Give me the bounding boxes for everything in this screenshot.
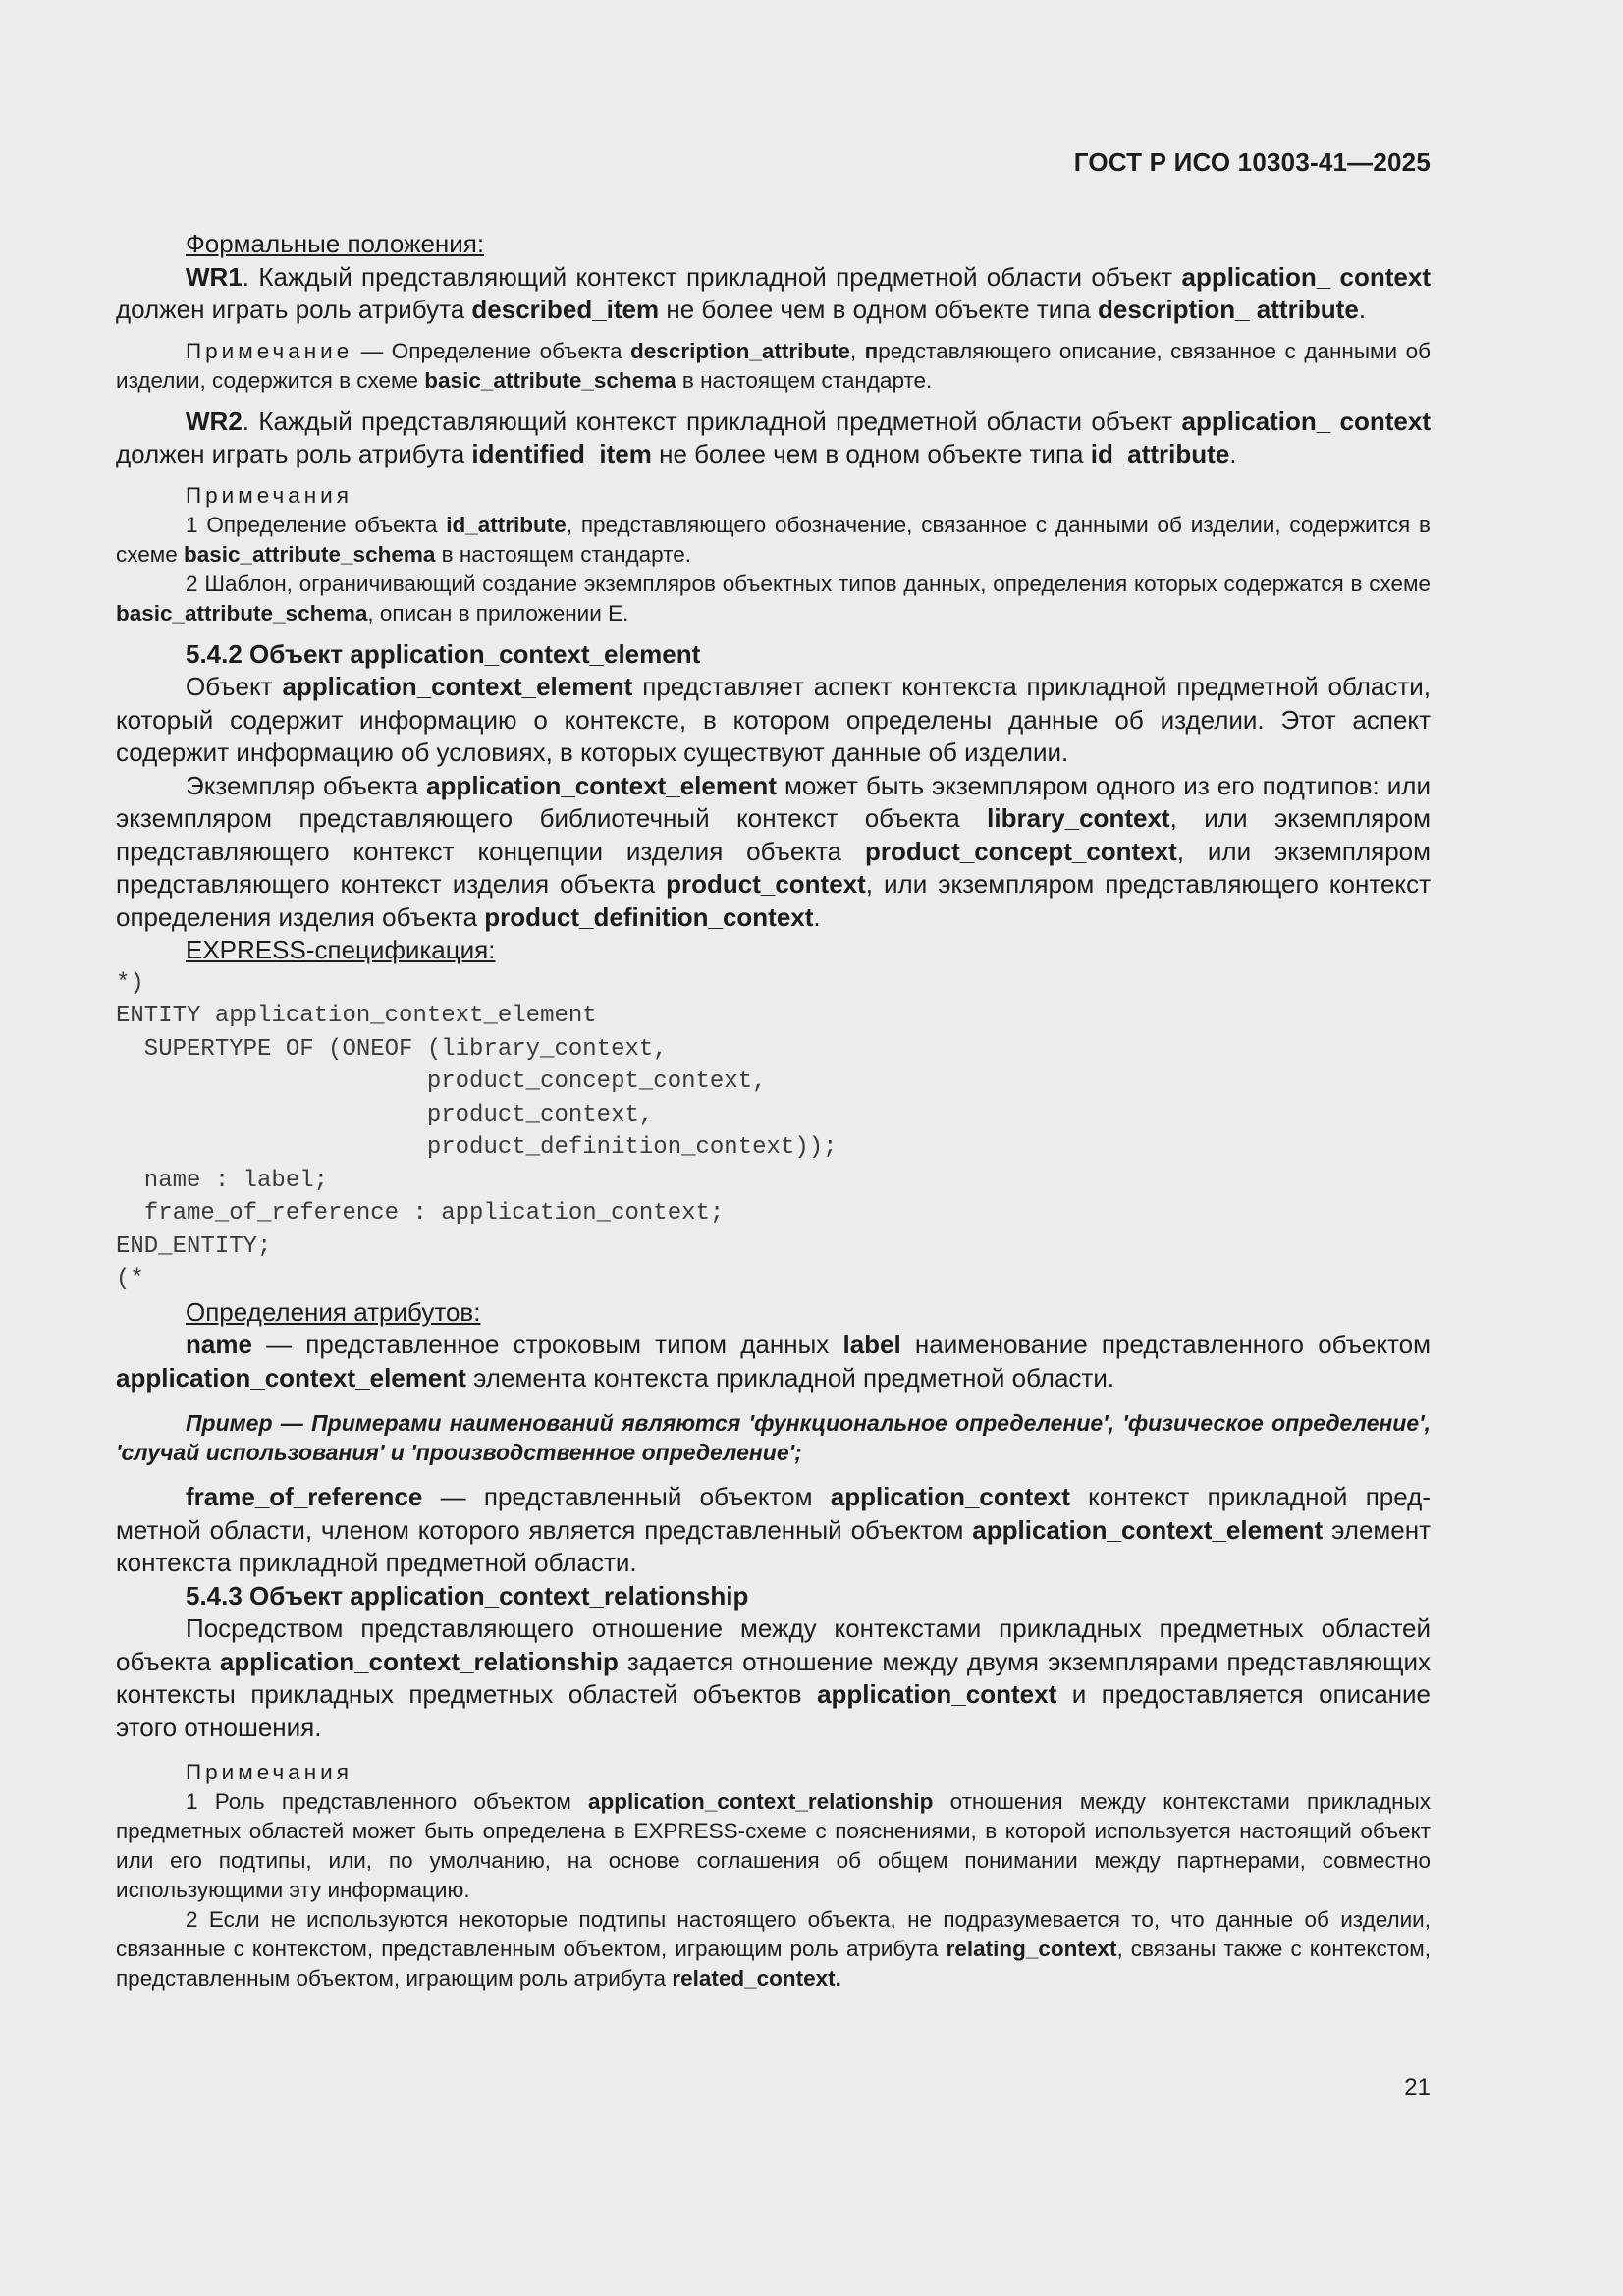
note-relationship-role: 1 Роль представленного объектом application_context_relationship отношения между контекстами прикладных предметных областей может быть определена в EXPRESS-схеме с пояснениями, в которой используется настоящий объект или его подтипы, или, по умолчанию, на основе соглашения об общем понимании между партнерами, совместно использующими эту информацию. [116, 1789, 1431, 1902]
section-title-5-4-2: 5.4.2 Объект application_context_element [186, 638, 701, 669]
attribute-definitions-heading: Определения атрибутов: [186, 1296, 481, 1327]
express-spec-heading: EXPRESS-спецификация: [186, 935, 496, 964]
rule-label: WR1 [186, 261, 243, 292]
page-number: 21 [1404, 2074, 1431, 2101]
note-label: Примечание [186, 338, 353, 363]
section-title-5-4-3: 5.4.3 Объект application_context_relationship [186, 1580, 749, 1611]
attribute-name-definition: name — представленное строковым типом данных label наименование представленного объектом application_context_element элемента контекста прикладной предметной области. [116, 1330, 1432, 1393]
paragraph-element-subtypes: Экземпляр объекта application_context_element может быть экземпляром одного из его подтипов: или экземпляром представляющего библиотечный контекст объекта library_context, или экземпляром представляющего контекст концепции изделия объекта product_concept_context, или экземпляром представляющего контекст изделия объекта product_context, или экземпляром представляющего контекст определения изделия объекта product_definition_context. [116, 770, 1431, 932]
paragraph-relationship-description: Посредством представляющего отношение между контекстами прикладных предметных областей объекта application_context_relationship задается отношение между двумя экземплярами представляющих контексты прикладных предметных областей объектов application_context и предоставляется описание этого отношения. [116, 1613, 1431, 1742]
notes-label: Примечания [186, 482, 352, 508]
rule-wr1: WR1. Каждый представляющий контекст прикладной предметной области объект application_ context должен играть роль атрибута described_item не более чем в одном объекте типа description_ attribute. [116, 261, 1431, 324]
note-id-attribute: 1 Определение объекта id_attribute, представляющего обозначение, связанное с данными об изделии, содержится в схеме basic_attribute_schema в настоящем стандарте. [116, 512, 1431, 567]
paragraph-element-description: Объект application_context_element представляет аспект контекста прикладной предметной области, который содержит информацию о контексте, в котором определены данные об изделии. Этот аспект содержит информацию об условиях, в которых существуют данные об изделии. [116, 672, 1431, 767]
page-body [116, 228, 1431, 1994]
rule-label: WR2 [186, 406, 243, 436]
attribute-frame-definition: frame_of_reference — представленный объектом application_context контекст прикладной предметной области, членом которого является представленный объектом application_context_element элемент контекста прикладной предметной области. [116, 1482, 1432, 1577]
formal-provisions-heading: Формальные положения: [186, 229, 485, 258]
notes-label: Примечания [186, 1760, 352, 1784]
express-code-block: *) ENTITY application_context_element SUPERTYPE OF (ONEOF (library_context, product_concept_context, product_context, product_definition_context)); name : label; frame_of_reference : application_context; END_ENTITY; (* [116, 969, 838, 1292]
note-subtypes-usage: 2 Если не используются некоторые подтипы настоящего объекта, не подразумевается то, что данные об изделии, связанные с контекстом, представленным объектом, играющим роль атрибута relating_context, связаны также с контекстом, представленным объектом, играющим роль атрибута related_context. [116, 1907, 1431, 1991]
note-template: 2 Шаблон, ограничивающий создание экземпляров объектных типов данных, определения которых содержатся в схеме basic_attribute_schema, описан в приложении Е. [116, 571, 1431, 626]
note-description-attribute: Примечание — Определение объекта description_attribute, представляющего описание, связанное с данными об изделии, содержится в схеме basic_attribute_schema в настоящем стандарте. [116, 338, 1431, 393]
rule-wr2: WR2. Каждый представляющий контекст прикладной предметной области объект application_ context должен играть роль атрибута identified_item не более чем в одном объекте типа id_attribute. [116, 406, 1431, 468]
example-text: Пример — Примерами наименований являются 'функциональное определение', 'физическое определение', 'случай использования' и 'производственное определение'; [116, 1410, 1431, 1465]
document-header: ГОСТ Р ИСО 10303-41—2025 [1073, 147, 1431, 177]
